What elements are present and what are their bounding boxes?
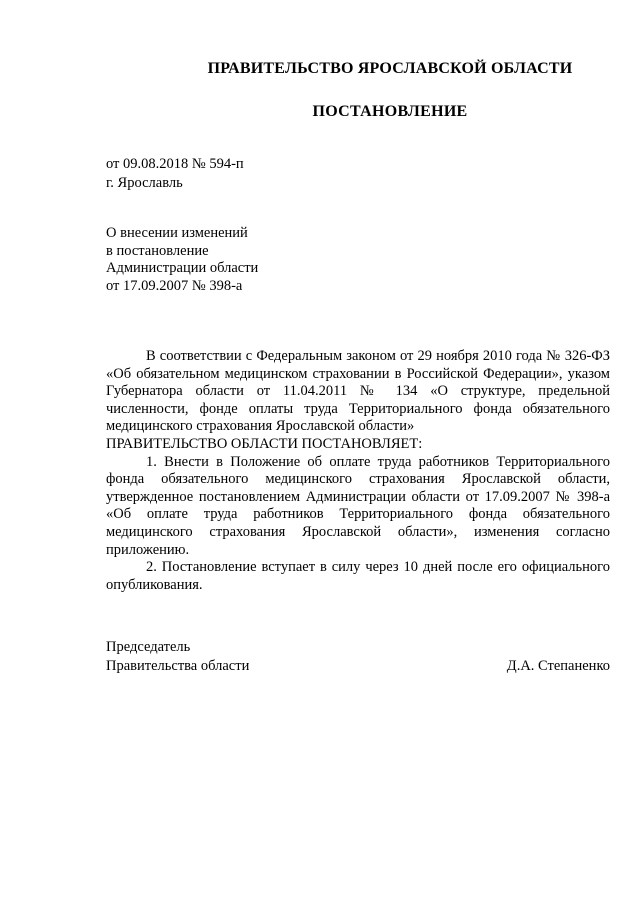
subject-line: Администрации области (106, 260, 259, 276)
preamble-paragraph: В соответствии с Федеральным законом от 29 ноября 2010 года № 326-ФЗ «Об обязательном медицинском страховании в Российской Федерации», указом Губернатора области от 11.04.2011 № 134 «О структуре, предельной численности, фонде оплаты труда Территориального фонда обязательного медицинского страхования Ярославской области» (106, 348, 610, 435)
resolves-line: ПРАВИТЕЛЬСТВО ОБЛАСТИ ПОСТАНОВЛЯЕТ: (106, 435, 423, 452)
document-body (106, 348, 610, 594)
signature-row (106, 657, 610, 676)
signature-block (106, 638, 610, 676)
subject-line: от 17.09.2007 № 398-а (106, 277, 243, 294)
signer-title-line1: Председатель (106, 639, 191, 655)
document-subject (106, 225, 258, 295)
government-title: ПРАВИТЕЛЬСТВО ЯРОСЛАВСКОЙ ОБЛАСТИ (207, 60, 573, 77)
document-meta (106, 155, 244, 193)
document-type: ПОСТАНОВЛЕНИЕ (312, 103, 468, 120)
signer-title-line2: Правительства области (106, 658, 250, 674)
subject-line: О внесении изменений (106, 225, 248, 241)
city: г. Ярославль (106, 175, 183, 191)
item-1-paragraph: 1. Внести в Положение об оплате труда работников Территориального фонда обязательного медицинского страхования Ярославской области, утвержденное постановлением Администрации области от 17.09.2007 № 398-а «Об оплате труда работников Территориального фонда обязательного медицинского страхования Ярославской области», изменения согласно приложению. (106, 453, 610, 558)
subject-line: в постановление (106, 242, 209, 259)
signer-name: Д.А. Степаненко (506, 658, 610, 674)
item-2-paragraph: 2. Постановление вступает в силу через 10 дней после его официального опубликования. (106, 559, 610, 593)
date-number: от 09.08.2018 № 594-п (106, 156, 244, 172)
